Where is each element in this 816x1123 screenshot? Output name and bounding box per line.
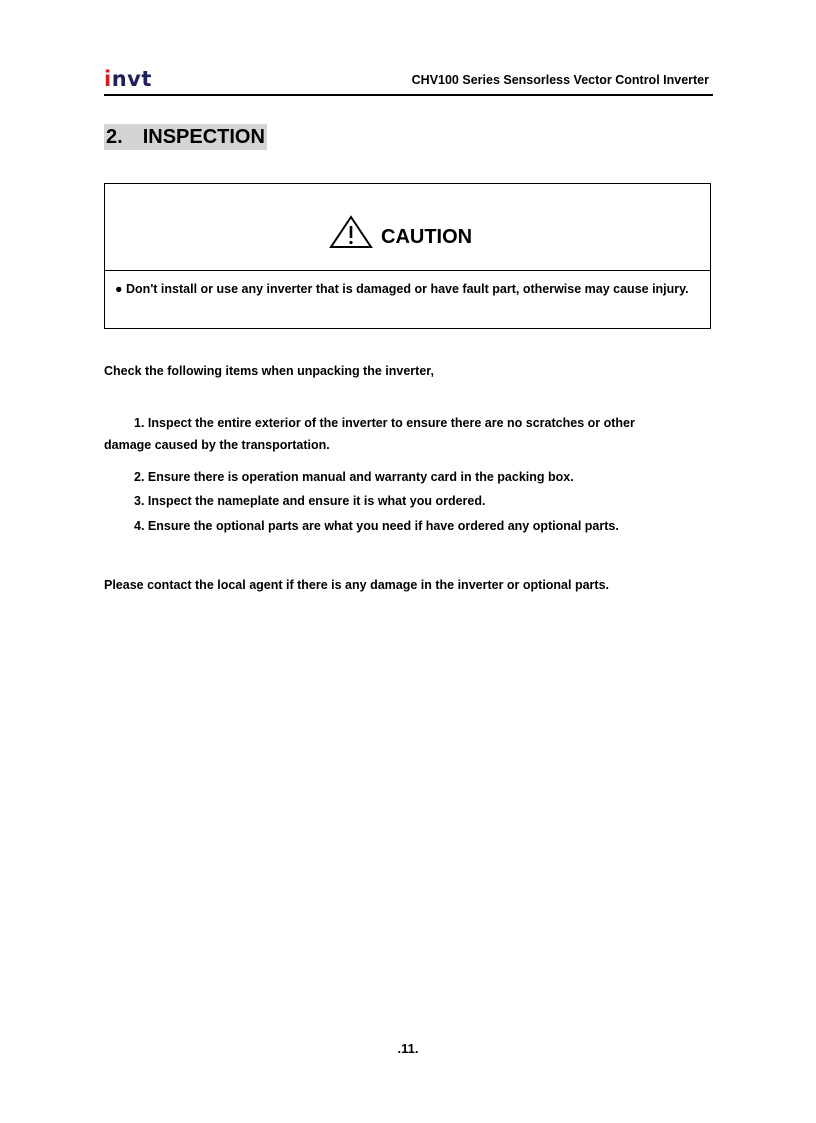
logo-rest: nvt	[111, 67, 152, 91]
list-item-1	[104, 412, 635, 456]
section-number: 2.	[106, 126, 123, 148]
closing-paragraph: Please contact the local agent if there is any damage in the inverter or optional parts.	[104, 578, 609, 592]
caution-text: ● Don't install or use any inverter that is damaged or have fault part, otherwise may cause injury.	[115, 282, 689, 296]
caution-box	[104, 183, 711, 329]
list-item-3: 3. Inspect the nameplate and ensure it is what you ordered.	[134, 494, 486, 508]
page-number: .11.	[397, 1041, 419, 1056]
page-header	[104, 64, 713, 96]
section-title: INSPECTION	[142, 126, 265, 148]
list-item-2: 2. Ensure there is operation manual and warranty card in the packing box.	[134, 470, 574, 484]
intro-paragraph: Check the following items when unpacking the inverter,	[104, 364, 434, 378]
logo-i: i	[104, 67, 112, 91]
list-item-1-line-1: 1. Inspect the entire exterior of the inverter to ensure there are no scratches or other	[134, 416, 635, 430]
document-title: CHV100 Series Sensorless Vector Control Inverter	[411, 73, 709, 87]
caution-label: CAUTION	[381, 226, 473, 248]
warning-triangle-icon	[329, 215, 373, 249]
list-item-1-line-2: damage caused by the transportation.	[104, 438, 330, 452]
caution-title-row	[329, 215, 472, 249]
invt-logo	[104, 67, 152, 91]
list-item-4: 4. Ensure the optional parts are what you need if have ordered any optional parts.	[134, 519, 619, 533]
section-heading	[104, 124, 267, 150]
caution-header	[105, 184, 710, 271]
